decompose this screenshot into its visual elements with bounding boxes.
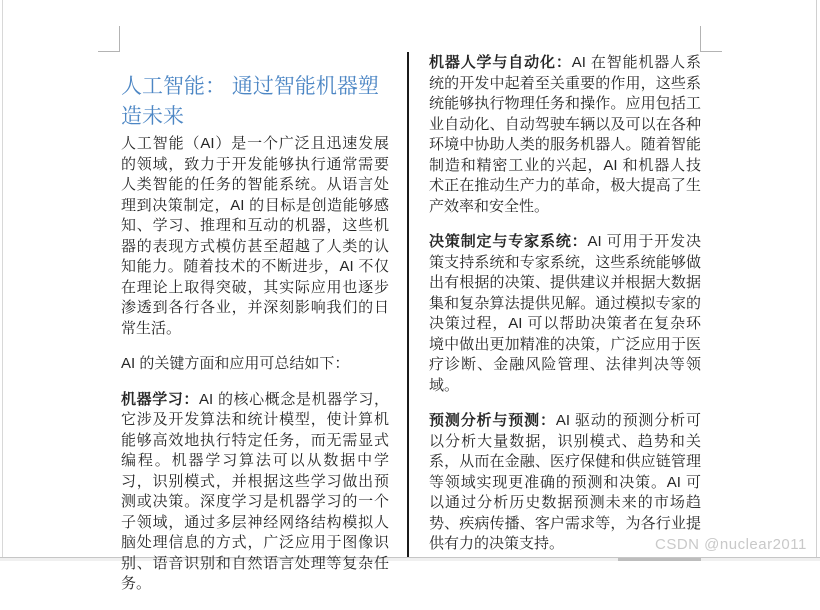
paragraph-lead: 机器学习： xyxy=(121,390,200,408)
margin-crop-mark-top-right xyxy=(700,26,722,52)
left-column[interactable] xyxy=(121,52,389,610)
right-column[interactable] xyxy=(429,53,701,570)
paragraph-predictive-analytics xyxy=(429,411,701,555)
paragraph-text: AI 可用于开发决策支持系统和专家系统，这些系统能够做出有根据的决策、提供建议并根据大数据集和复杂算法提供见解。通过模拟专家的决策过程，AI 可以帮助决策者在复杂环境中做出更加精准的决策，广泛应用于医疗诊断、金融风险管理、法律判决等领域。 xyxy=(429,233,701,394)
page-title: 人工智能： 通过智能机器塑造未来 xyxy=(121,75,379,128)
margin-crop-mark-top-left xyxy=(98,26,120,52)
paragraph-machine-learning xyxy=(121,390,389,595)
paragraph-lead: 预测分析与预测： xyxy=(429,412,556,429)
csdn-watermark: CSDN @nuclear2011 xyxy=(655,536,807,553)
paragraph-summary-lead-in xyxy=(121,354,389,375)
paragraph-decision-expert-systems xyxy=(429,232,701,396)
paragraph-lead: 决策制定与专家系统： xyxy=(429,233,588,250)
paragraph-lead: 机器人学与自动化： xyxy=(429,54,572,71)
paragraph-text: AI 在智能机器人系统的开发中起着至关重要的作用，这些系统能够执行物理任务和操作。应用包括工业自动化、自动驾驶车辆以及可以在各种环境中协助人类的服务机器人。随着智能制造和精密工业的兴起，AI 和机器人技术正在推动生产力的革命，极大提高了生产效率和安全性。 xyxy=(429,54,701,215)
page-right-edge xyxy=(816,0,817,557)
paragraph-intro xyxy=(121,134,389,339)
paragraph-text: AI 驱动的预测分析可以分析大量数据，识别模式、趋势和关系，从而在金融、医疗保健和供应链管理等领域实现更准确的预测和决策。AI 可以通过分析历史数据预测未来的市场趋势、疾病传播、客户需求等，为各行业提供有力的决策支持。 xyxy=(429,412,701,552)
paragraph-text: AI 的核心概念是机器学习，它涉及开发算法和统计模型，使计算机能够高效地执行特定任务，而无需显式编程。机器学习算法可以从数据中学习，识别模式，并根据这些学习做出预测或决策。深度学习是机器学习的一个子领域，通过多层神经网络结构模拟人脑处理信息的方式，广泛应用于图像识别、语音识别和自然语言处理等复杂任务。 xyxy=(121,390,389,592)
paragraph-text: 人工智能（AI）是一个广泛且迅速发展的领域，致力于开发能够执行通常需要人类智能的任务的智能系统。从语言处理到决策制定，AI 的目标是创造能够感知、学习、推理和互动的机器，这些机器的表现方式模仿甚至超越了人类的认知能力。随着技术的不断进步，AI 不仅在理论上取得突破，其实际应用也逐步渗透到各行各业，并深刻影响我们的日常生活。 xyxy=(121,135,389,337)
paragraph-robotics-automation xyxy=(429,53,701,217)
page-left-edge xyxy=(2,0,3,557)
paragraph-text: AI 的关键方面和应用可总结如下： xyxy=(121,355,350,372)
column-divider-rule xyxy=(407,52,409,557)
